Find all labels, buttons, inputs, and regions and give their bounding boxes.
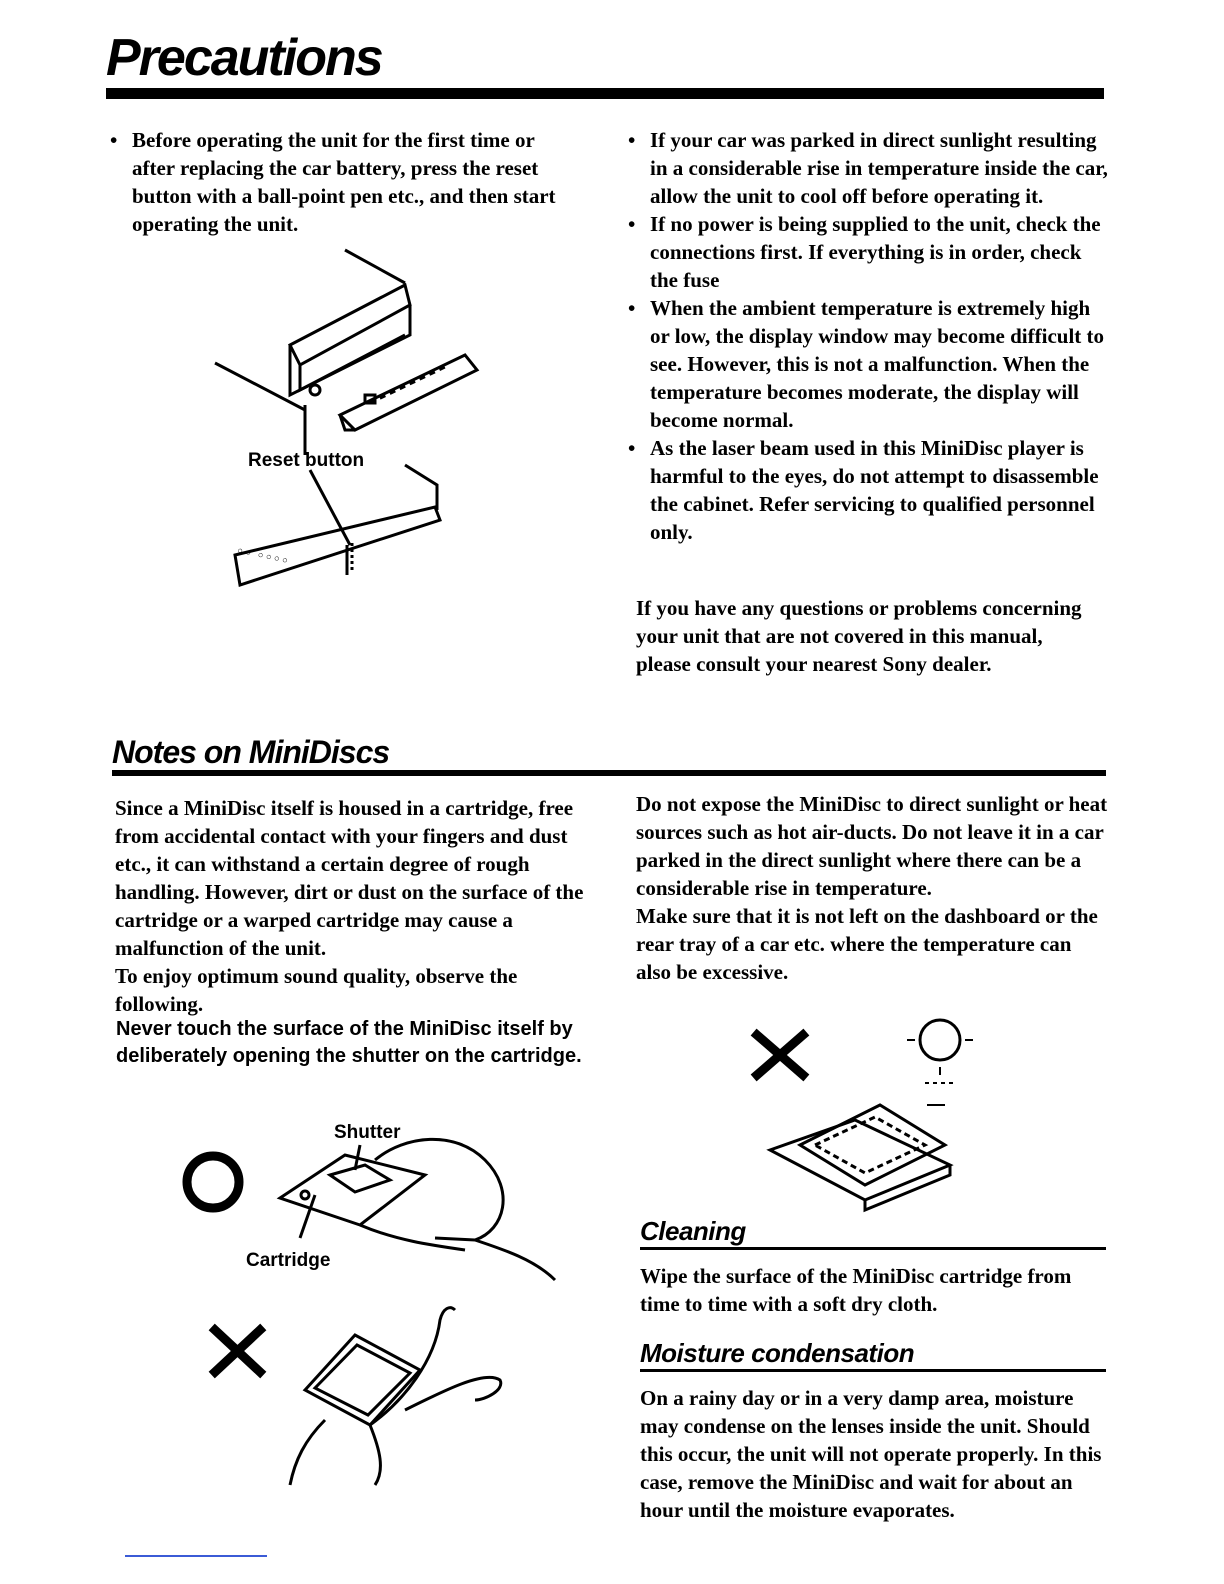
notes-title: Notes on MiniDiscs [112, 734, 390, 770]
correct-mark-icon [187, 1156, 239, 1208]
title-rule [106, 88, 1104, 99]
notes-warning: Never touch the surface of the MiniDisc itself by deliberately opening the shutter on the cartridge. [116, 1018, 582, 1067]
front-panel [340, 355, 477, 430]
bullet-item: • If no power is being supplied to the unit, check the connections first. If everything is in order, check the fuse [628, 210, 1108, 294]
footer-rule [125, 1555, 267, 1557]
unit-front [290, 285, 410, 365]
notes-paragraph: Make sure that it is not left on the dashboard or the rear tray of a car etc. where the temperature can also be excessive. [636, 904, 1098, 984]
finger-outline [405, 1377, 501, 1410]
moisture-text: On a rainy day or in a very damp area, moisture may condense on the lenses inside the unit. Should this occur, the unit will not operate properly. In this case, remove the MiniDisc and wait for about an hour until the moisture evaporates. [640, 1386, 1102, 1522]
bullet-item: • As the laser beam used in this MiniDisc player is harmful to the eyes, do not attempt to disassemble the cabinet. Refer servicing to qualified personnel only. [628, 434, 1108, 546]
notes-rule [112, 770, 1106, 776]
cleaning-text: Wipe the surface of the MiniDisc cartridge from time to time with a soft dry cloth. [640, 1264, 1072, 1316]
closeup-edge [405, 465, 437, 510]
bullet-item: • When the ambient temperature is extremely high or low, the display window may become difficult to see. However, this is not a malfunction. When the temperature becomes moderate, the display will become normal. [628, 294, 1108, 434]
reset-button-label: Reset button [248, 450, 365, 471]
correct-handling-illustration [175, 1120, 555, 1290]
wrong-mark-icon [215, 1330, 260, 1372]
unit-body [290, 305, 410, 395]
precautions-closing [636, 594, 1096, 678]
label-pointer [310, 470, 350, 545]
precautions-left-column [110, 126, 580, 238]
cartridge-pointer [300, 1195, 315, 1238]
panel-dash [370, 367, 445, 403]
sun-rays [907, 1040, 973, 1105]
precautions-left-list [110, 126, 580, 238]
moisture-title: Moisture condensation [640, 1338, 915, 1368]
notes-right-column [636, 790, 1108, 986]
cartridge-label: Cartridge [246, 1250, 331, 1271]
closeup-glyphs: ◦◦ ◦◦◦◦ [234, 543, 291, 571]
figure-line [345, 250, 405, 283]
cartridge-dot [301, 1191, 309, 1199]
notes-paragraph: Since a MiniDisc itself is housed in a cartridge, free from accidental contact with your fingers and dust etc., it can withstand a certain degree of rough handling. However, dirt or dust on the surface of the cartridge or a warped cartridge may cause a malfunction of the unit. [115, 796, 584, 960]
no-sunlight-icon [757, 1035, 803, 1075]
precautions-right-list [628, 126, 1108, 546]
cleaning-rule [640, 1247, 1106, 1250]
reset-hole [310, 385, 320, 395]
sunlight-illustration [745, 1005, 1025, 1225]
page-title: Precautions [106, 29, 382, 87]
shutter-label: Shutter [334, 1122, 401, 1143]
bullet-item: • If your car was parked in direct sunlight resulting in a considerable rise in temperature inside the car, allow the unit to cool off before operating it. [628, 126, 1108, 210]
closing-text: If you have any questions or problems concerning your unit that are not covered in this manual, please consult your nearest Sony dealer. [636, 596, 1082, 676]
notes-left-column [115, 794, 590, 1018]
notes-paragraph: Do not expose the MiniDisc to direct sunlight or heat sources such as hot air-ducts. Do not leave it in a car parked in the direct sunlight where there can be a considerable rise in temperature. [636, 792, 1108, 900]
moisture-rule [640, 1369, 1106, 1372]
precautions-right-column [628, 126, 1108, 546]
hand-outline [475, 1240, 555, 1280]
sun-icon [920, 1020, 960, 1060]
hand-outline [375, 1139, 503, 1240]
notes-paragraph: To enjoy optimum sound quality, observe the following. [115, 964, 518, 1016]
hand-outline [370, 1425, 380, 1485]
reset-button-illustration [205, 245, 485, 595]
hand-outline [290, 1420, 325, 1485]
unit-panel [300, 335, 405, 390]
cleaning-title: Cleaning [640, 1216, 746, 1246]
wrong-handling-illustration [205, 1300, 515, 1490]
shutter-shape [330, 1165, 390, 1192]
bullet-item: • Before operating the unit for the first time or after replacing the car battery, press the reset button with a ball-point pen etc., and then start operating the unit. [110, 126, 580, 238]
